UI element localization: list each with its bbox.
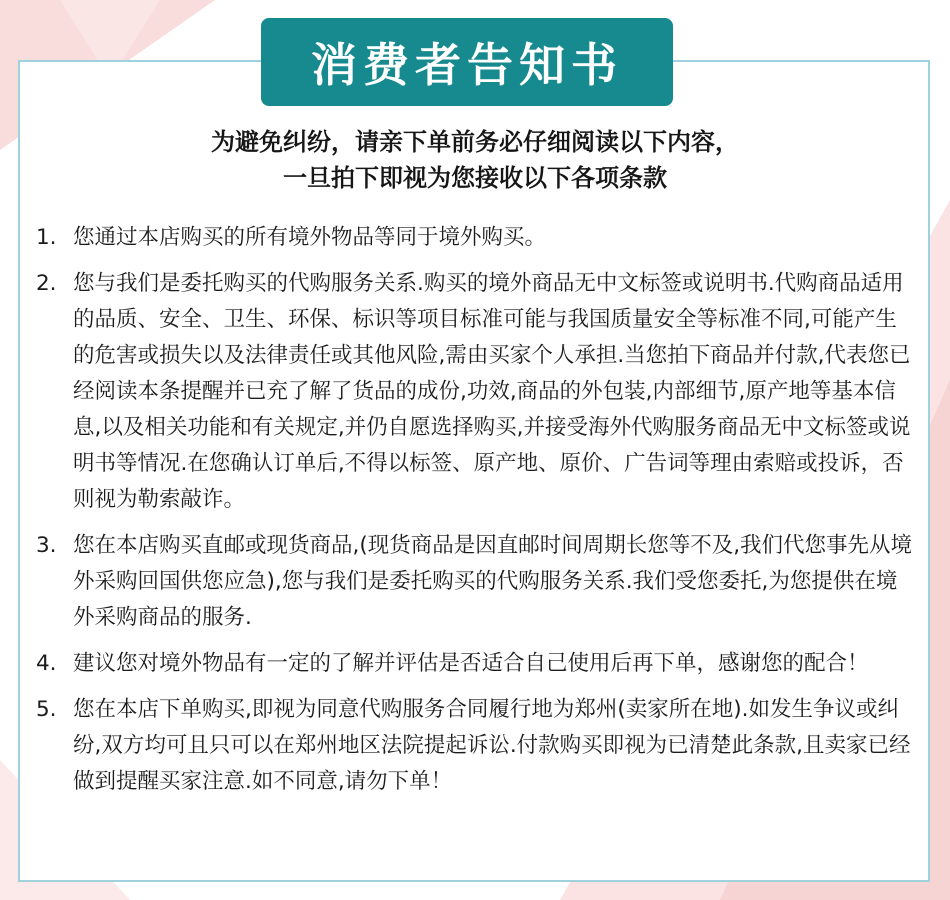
clause-text: 您在本店下单购买,即视为同意代购服务合同履行地为郑州(卖家所在地).如发生争议或纠纷,双方均可且只可以在郑州地区法院提起诉讼.付款购买即视为已清楚此条款,且卖家已经做到提醒买家注意.如不同意,请勿下单！ [73, 697, 911, 794]
clause-number: 3. [36, 533, 57, 558]
clause-number: 5. [36, 697, 57, 722]
clause-number: 2. [36, 271, 57, 296]
intro-line-2: 一旦拍下即视为您接收以下各项条款 [283, 164, 667, 192]
clause-number: 1. [36, 225, 57, 250]
clause-3 [36, 528, 916, 636]
clause-list [36, 220, 916, 810]
clause-4 [36, 646, 916, 682]
clause-text: 建议您对境外物品有一定的了解并评估是否适合自己使用后再下单，感谢您的配合！ [73, 651, 869, 676]
page-title: 消费者告知书 [261, 18, 673, 106]
clause-2 [36, 266, 916, 518]
intro-line-1: 为避免纠纷，请亲下单前务必仔细阅读以下内容， [211, 128, 739, 156]
clause-text: 您在本店购买直邮或现货商品,(现货商品是因直邮时间周期长您等不及,我们代您事先从境外采购回国供您应急),您与我们是委托购买的代购服务关系.我们受您委托,为您提供在境外采购商品的服务. [73, 533, 913, 630]
clause-number: 4. [36, 651, 57, 676]
clause-5 [36, 692, 916, 800]
clause-1 [36, 220, 916, 256]
clause-text: 您与我们是委托购买的代购服务关系.购买的境外商品无中文标签或说明书.代购商品适用的品质、安全、卫生、环保、标识等项目标准可能与我国质量安全等标准不同,可能产生的危害或损失以及法律责任或其他风险,需由买家个人承担.当您拍下商品并付款,代表您已经阅读本条提醒并已充了解了货品的成份,功效,商品的外包装,内部细节,原产地等基本信息,以及相关功能和有关规定,并仍自愿选择购买,并接受海外代购服务商品无中文标签或说明书等情况.在您确认订单后,不得以标签、原产地、原价、广告词等理由索赔或投诉，否则视为勒索敲诈。 [73, 271, 911, 512]
clause-text: 您通过本店购买的所有境外物品等同于境外购买。 [73, 225, 547, 250]
